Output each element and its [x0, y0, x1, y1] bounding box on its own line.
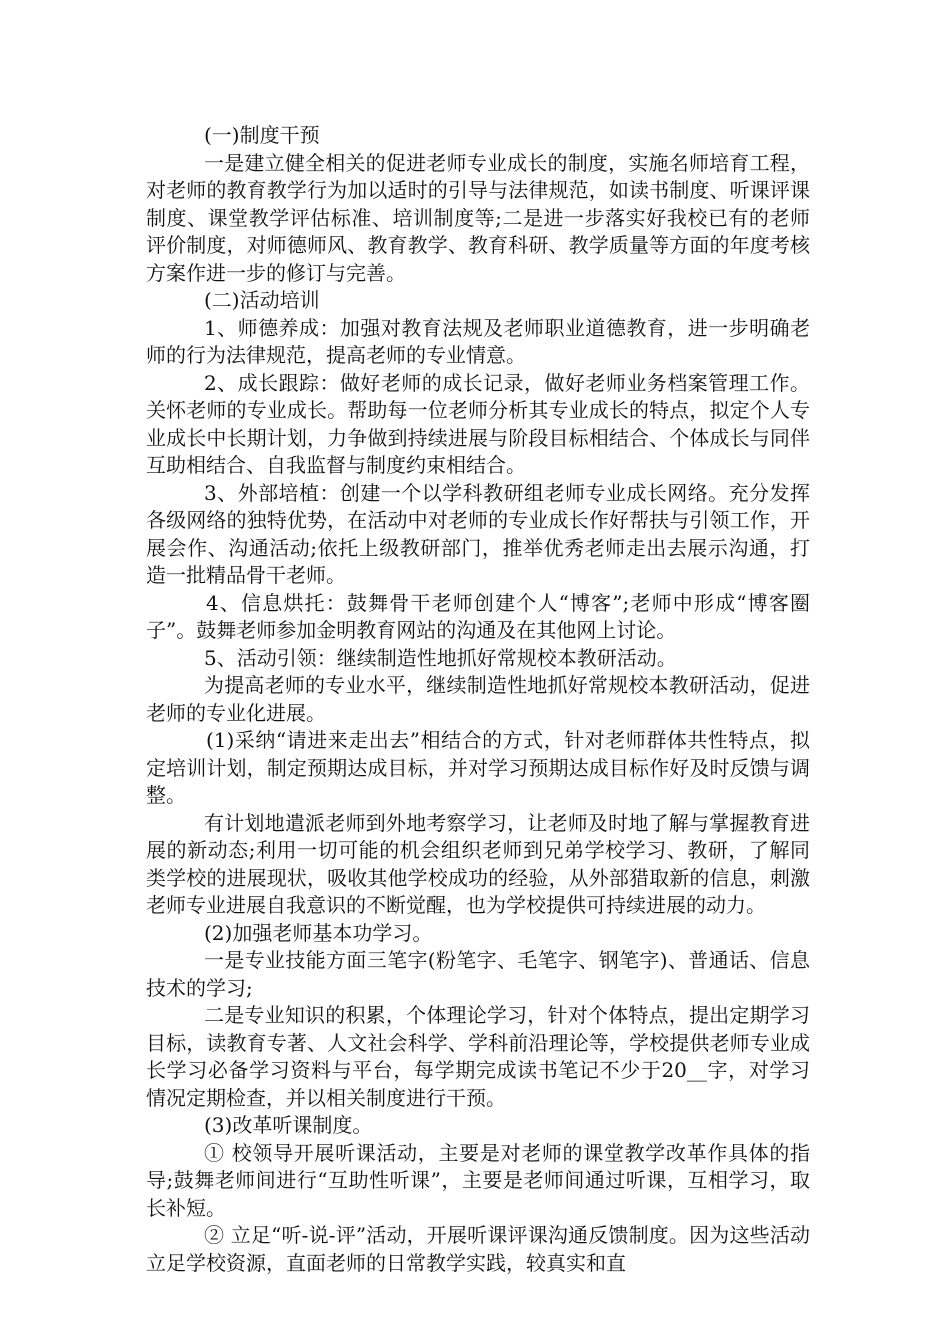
paragraph-growth-tracking: 2、成长跟踪：做好老师的成长记录，做好老师业务档案管理工作。关怀老师的专业成长。帮助每一位老师分析其专业成长的特点，拟定个人专业成长中长期计划，力争做到持续进展与阶段目标相结合、个体成长与同伴互助相结合、自我监督与制度约束相结合。 [146, 370, 810, 477]
heading-lecture-reform: (3)改革听课制度。 [204, 1113, 373, 1137]
paragraph-knowledge-accumulation: 二是专业知识的积累，个体理论学习，针对个体特点，提出定期学习目标，读教育专著、人文社会科学、学科前沿理论等，学校提供老师专业成长学习必备学习资料与平台，每学期完成读书笔记不少于20__字，对学习情况定期检查，并以相关制度进行干预。 [146, 1003, 810, 1110]
paragraph-external-cultivation: 3、外部培植：创建一个以学科教研组老师专业成长网络。充分发挥各级网络的独特优势，在活动中对老师的专业成长作好帮扶与引领工作，开展会作、沟通活动;依托上级教研部门，推举优秀老师走出去展示沟通，打造一批精品骨干老师。 [146, 480, 810, 587]
paragraph-study-visits: 有计划地遣派老师到外地考察学习，让老师及时地了解与掌握教育进展的新动态;利用一切可能的机会组织老师到兄弟学校学习、教研，了解同类学校的进展现状，吸收其他学校成功的经验，从外部猎取新的信息，刺激老师专业进展自我意识的不断觉醒，也为学校提供可持续进展的动力。 [146, 810, 810, 917]
paragraph-information-support: 4、信息烘托：鼓舞骨干老师创建个人“博客”;老师中形成“博客圈子”。鼓舞老师参加金明教育网站的沟通及在其他网上讨论。 [146, 590, 810, 642]
paragraph-leader-observation: ① 校领导开展听课活动，主要是对老师的课堂教学改革作具体的指导;鼓舞老师间进行“互助性听课”，主要是老师间通过听课，互相学习，取长补短。 [146, 1140, 810, 1220]
paragraph-professional-skills: 一是专业技能方面三笔字(粉笔字、毛笔字、钢笔字)、普通话、信息技术的学习; [146, 948, 810, 1000]
paragraph-activity-leading: 5、活动引领：继续制造性地抓好常规校本教研活动。 [204, 645, 677, 670]
paragraph-system-measures: 一是建立健全相关的促进老师专业成长的制度，实施名师培育工程，对老师的教育教学行为加以适时的引导与法律规范，如读书制度、听课评课制度、课堂教学评估标准、培训制度等;二是进一步落实好我校已有的老师评价制度，对师德师风、教育教学、教育科研、教学质量等方面的年度考核方案作进一步的修订与完善。 [146, 150, 810, 285]
heading-activity-training: (二)活动培训 [204, 288, 320, 312]
paragraph-invite-and-go-out: (1)采纳“请进来走出去”相结合的方式，针对老师群体共性特点，拟定培训计划，制定预期达成目标，并对学习预期达成目标作好及时反馈与调整。 [146, 728, 810, 807]
paragraph-listen-speak-evaluate: ② 立足“听-说-评”活动，开展听课评课沟通反馈制度。因为这些活动立足学校资源，直面老师的日常教学实践，较真实和直 [146, 1223, 810, 1275]
document-body [146, 122, 810, 1277]
paragraph-improve-level: 为提高老师的专业水平，继续制造性地抓好常规校本教研活动，促进老师的专业化进展。 [146, 673, 810, 725]
paragraph-ethics-cultivation: 1、师德养成：加强对教育法规及老师职业道德教育，进一步明确老师的行为法律规范，提高老师的专业情意。 [146, 315, 810, 367]
heading-system-intervention: (一)制度干预 [204, 123, 320, 147]
heading-basic-skills: (2)加强老师基本功学习。 [204, 920, 433, 945]
